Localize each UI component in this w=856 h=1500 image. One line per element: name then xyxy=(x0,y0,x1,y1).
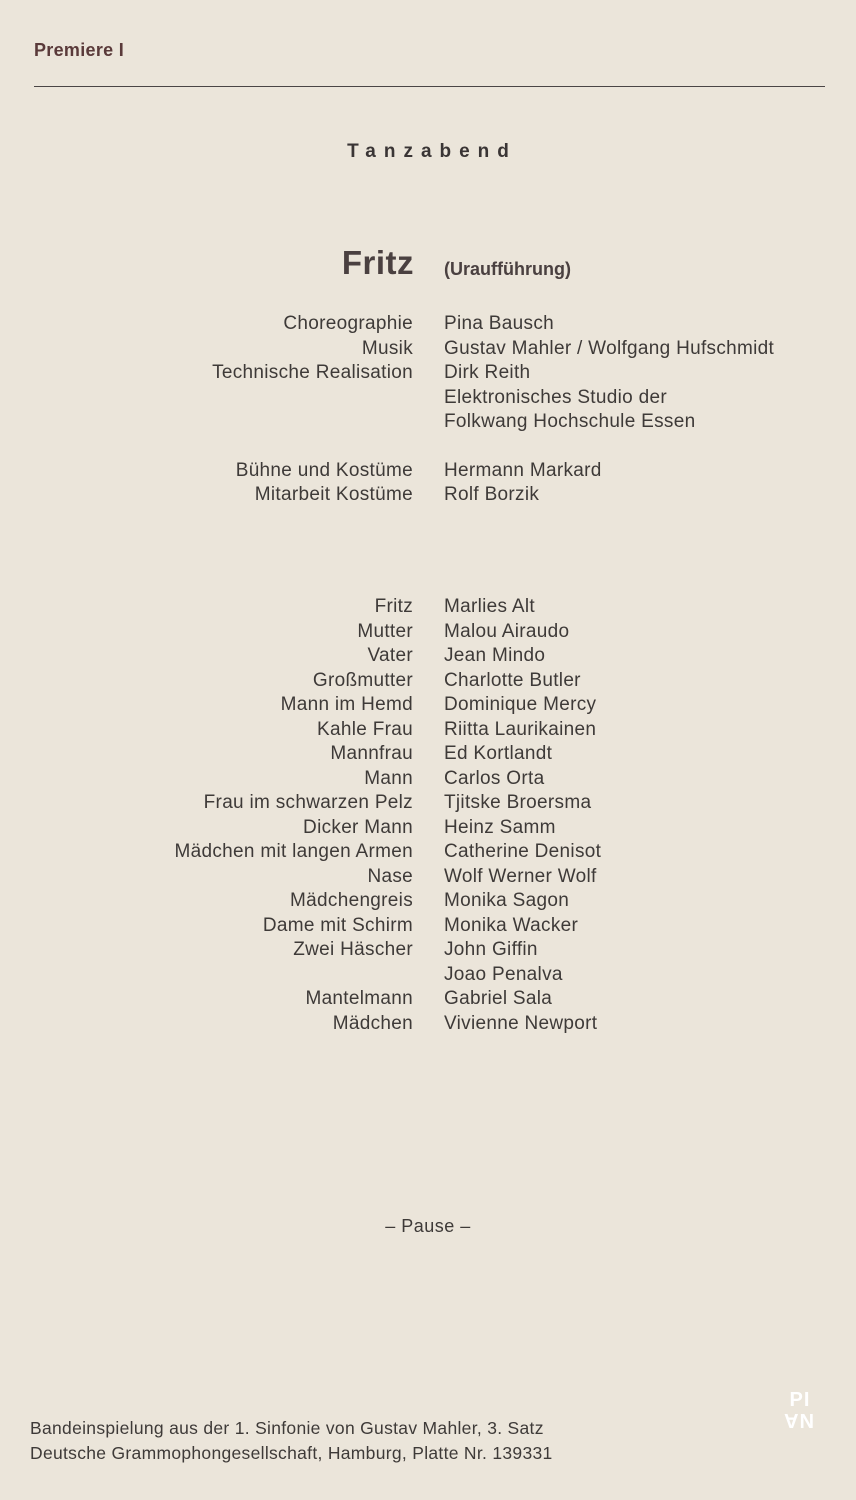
cast-name: Vivienne Newport xyxy=(444,1012,598,1034)
cast-row xyxy=(0,816,856,841)
cast-name: Jean Mindo xyxy=(444,645,546,666)
credit-row xyxy=(0,361,856,386)
pause-label: – Pause – xyxy=(385,1216,471,1236)
cast-role: Mädchengreis xyxy=(290,890,413,911)
cast-row xyxy=(0,693,856,718)
credit-role: Mitarbeit Kostüme xyxy=(254,484,413,505)
cast-role: Mann im Hemd xyxy=(280,694,413,715)
credit-row xyxy=(0,410,856,435)
cast-name: Gabriel Sala xyxy=(444,988,553,1009)
credit-role: Musik xyxy=(361,337,413,359)
footer-note xyxy=(30,1416,553,1466)
credit-row xyxy=(0,483,856,508)
credit-name: Gustav Mahler / Wolfgang Hufschmidt xyxy=(444,337,775,359)
header-divider xyxy=(34,86,825,87)
cast-role: Mann xyxy=(364,767,413,789)
credit-row xyxy=(0,312,856,337)
cast-name: Tjitske Broersma xyxy=(444,792,592,813)
credit-name: Rolf Borzik xyxy=(444,484,540,505)
credit-name: Elektronisches Studio der xyxy=(444,386,667,408)
cast-row xyxy=(0,889,856,914)
pina-logo xyxy=(783,1389,814,1431)
cast-row xyxy=(0,914,856,939)
cast-name: John Giffin xyxy=(444,939,538,960)
cast-role: Dame mit Schirm xyxy=(262,914,413,936)
logo-bottom: NA xyxy=(783,1409,814,1431)
credit-name: Folkwang Hochschule Essen xyxy=(444,411,696,432)
credit-name: Hermann Markard xyxy=(444,459,602,481)
piece-subtitle: (Uraufführung) xyxy=(444,259,571,279)
piece-title: Fritz xyxy=(341,244,414,281)
footer-line: Bandeinspielung aus der 1. Sinfonie von Gustav Mahler, 3. Satz xyxy=(30,1418,544,1438)
cast-row xyxy=(0,620,856,645)
cast-row xyxy=(0,718,856,743)
cast-row xyxy=(0,791,856,816)
cast-role: Kahle Frau xyxy=(317,718,413,740)
credit-role: Choreographie xyxy=(283,313,413,334)
cast-row xyxy=(0,742,856,767)
credit-role: Technische Realisation xyxy=(212,362,413,383)
cast-name: Monika Sagon xyxy=(444,890,570,911)
cast-role: Vater xyxy=(367,645,413,666)
event-title: Tanzabend xyxy=(347,141,517,162)
cast-row xyxy=(0,963,856,988)
cast-role: Großmutter xyxy=(312,669,413,691)
credit-name: Pina Bausch xyxy=(444,313,554,334)
cast-name: Marlies Alt xyxy=(444,596,535,617)
credit-role: Bühne und Kostüme xyxy=(235,459,413,481)
cast-row xyxy=(0,595,856,620)
cast-role: Mantelmann xyxy=(305,988,413,1009)
credits-section xyxy=(0,312,856,508)
header-label: Premiere I xyxy=(34,40,125,60)
cast-name: Catherine Denisot xyxy=(444,841,602,862)
cast-role: Fritz xyxy=(374,596,413,617)
credit-name: Dirk Reith xyxy=(444,362,531,383)
cast-row xyxy=(0,987,856,1012)
cast-role: Frau im schwarzen Pelz xyxy=(203,792,413,813)
footer-line: Deutsche Grammophongesellschaft, Hamburg, Platte Nr. 139331 xyxy=(30,1443,553,1463)
credit-row xyxy=(0,386,856,411)
cast-name: Malou Airaudo xyxy=(444,620,570,642)
cast-role: Zwei Häscher xyxy=(293,939,413,960)
credit-row xyxy=(0,337,856,362)
cast-role: Dicker Mann xyxy=(303,816,413,838)
cast-row xyxy=(0,644,856,669)
cast-name: Carlos Orta xyxy=(444,767,545,789)
cast-name: Wolf Werner Wolf xyxy=(444,865,597,887)
credit-row xyxy=(0,459,856,484)
logo-top: PI xyxy=(789,1389,811,1411)
cast-row xyxy=(0,767,856,792)
cast-section xyxy=(0,595,856,1036)
cast-role: Mannfrau xyxy=(330,743,413,764)
cast-name: Dominique Mercy xyxy=(444,694,597,715)
cast-role: Nase xyxy=(367,865,413,887)
cast-row xyxy=(0,669,856,694)
cast-name: Charlotte Butler xyxy=(444,669,581,691)
cast-name: Heinz Samm xyxy=(444,816,556,838)
cast-name: Riitta Laurikainen xyxy=(444,718,597,740)
cast-name: Joao Penalva xyxy=(444,963,563,985)
cast-name: Ed Kortlandt xyxy=(444,743,553,764)
cast-row xyxy=(0,938,856,963)
cast-name: Monika Wacker xyxy=(444,914,579,936)
cast-row xyxy=(0,865,856,890)
cast-row xyxy=(0,1012,856,1037)
cast-role: Mutter xyxy=(357,620,413,642)
cast-role: Mädchen xyxy=(332,1012,413,1034)
cast-role: Mädchen mit langen Armen xyxy=(174,841,413,862)
cast-row xyxy=(0,840,856,865)
